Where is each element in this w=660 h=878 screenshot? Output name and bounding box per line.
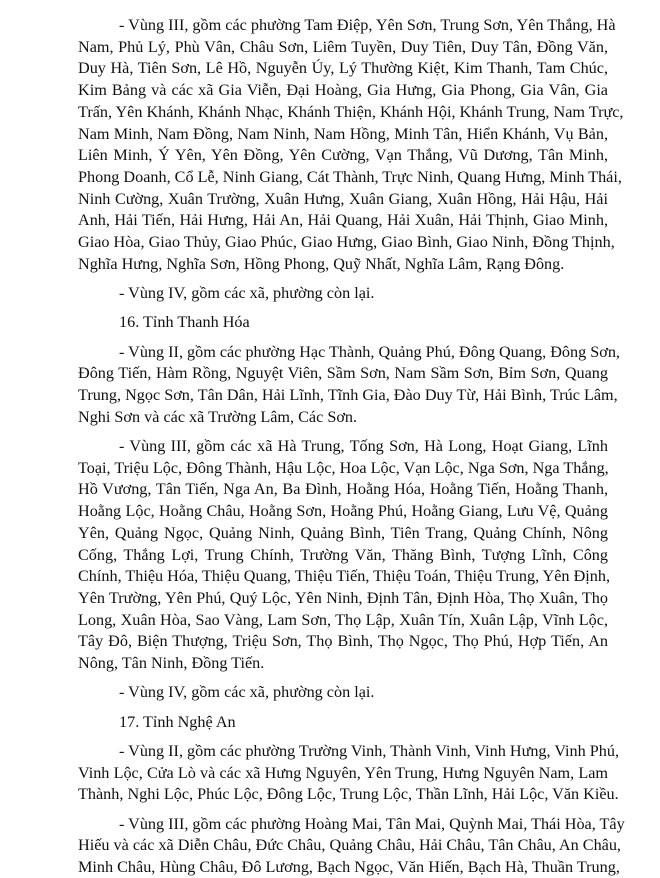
text-line: Minh Châu, Hùng Châu, Đô Lương, Bạch Ngọc, Văn Hiến, Bạch Hà, Thuần Trung, [78, 858, 620, 876]
text-line: - Vùng III, gồm các xã Hà Trung, Tống Sơn, Hà Long, Hoạt Giang, Lĩnh [119, 437, 608, 455]
text-line: 17. Tỉnh Nghệ An [119, 712, 236, 731]
text-line: Giao Hòa, Giao Thủy, Giao Phúc, Giao Hưng, Giao Bình, Giao Ninh, Đồng Thịnh, [78, 233, 615, 251]
text-line: Long, Xuân Hòa, Sao Vàng, Lam Sơn, Thọ Lập, Xuân Tín, Xuân Lập, Vĩnh Lộc, [78, 610, 608, 629]
text-line: - Vùng IV, gồm các xã, phường còn lại. [119, 683, 375, 702]
text-line: Yên Trường, Yên Phú, Quý Lộc, Yên Ninh, Định Tân, Định Hòa, Thọ Xuân, Thọ [78, 588, 608, 607]
text-line: 16. Tỉnh Thanh Hóa [119, 313, 250, 332]
text-line: Nam, Phủ Lý, Phù Vân, Châu Sơn, Liêm Tuyền, Duy Tiên, Duy Tân, Đồng Văn, [78, 37, 608, 56]
text-line: Phong Doanh, Cổ Lễ, Ninh Giang, Cát Thành, Trực Ninh, Quang Hưng, Minh Thái, [78, 167, 622, 186]
text-line: Đông Tiến, Hàm Rồng, Nguyệt Viên, Sầm Sơn, Nam Sầm Sơn, Bỉm Sơn, Quang [78, 364, 608, 383]
text-line: Nghi Sơn và các xã Trường Lâm, Các Sơn. [78, 407, 358, 426]
text-line: Liên Minh, Ý Yên, Yên Đồng, Yên Cường, Vạn Thắng, Vũ Dương, Tân Minh, [78, 146, 608, 165]
text-line: Nông, Tân Ninh, Đồng Tiến. [78, 654, 265, 672]
text-line: Hiếu và các xã Diễn Châu, Đức Châu, Quảng Châu, Hải Châu, Tân Châu, An Châu, [78, 836, 621, 855]
text-line: - Vùng IV, gồm các xã, phường còn lại. [119, 284, 375, 302]
text-line: - Vùng III, gồm các phường Hoàng Mai, Tân Mai, Quỳnh Mai, Thái Hòa, Tây [119, 814, 625, 833]
text-line: Hồ Vương, Tân Tiến, Nga An, Ba Đình, Hoằng Hóa, Hoằng Tiến, Hoằng Thanh, [78, 480, 608, 499]
text-line: Cống, Thắng Lợi, Trung Chính, Trường Văn, Thăng Bình, Tượng Lĩnh, Công [78, 545, 608, 564]
text-line: Vinh Lộc, Cửa Lò và các xã Hưng Nguyên, Yên Trung, Hưng Nguyên Nam, Lam [78, 763, 608, 782]
text-line: - Vùng III, gồm các phường Tam Điệp, Yên Sơn, Trung Sơn, Yên Thắng, Hà [119, 16, 616, 34]
text-line: Ninh Cường, Xuân Trường, Xuân Hưng, Xuân Giang, Xuân Hồng, Hải Hậu, Hải [78, 189, 608, 208]
text-line: Nam Minh, Nam Đồng, Nam Ninh, Nam Hồng, Minh Tân, Hiển Khánh, Vụ Bản, [78, 124, 608, 143]
text-line: Anh, Hải Tiến, Hải Hưng, Hải An, Hải Quang, Hải Xuân, Hải Thịnh, Giao Minh, [78, 211, 608, 230]
text-line: Thành, Nghi Lộc, Phúc Lộc, Đông Lộc, Trung Lộc, Thần Lĩnh, Hải Lộc, Văn Kiều. [78, 785, 619, 804]
text-line: Nghĩa Hưng, Nghĩa Sơn, Hồng Phong, Quỹ Nhất, Nghĩa Lâm, Rạng Đông. [78, 254, 565, 273]
text-line: Kim Bảng và các xã Gia Viễn, Đại Hoàng, Gia Hưng, Gia Phong, Gia Vân, Gia [78, 81, 608, 100]
text-line: Trấn, Yên Khánh, Khánh Nhạc, Khánh Thiện, Khánh Hội, Khánh Trung, Nam Trực, [78, 102, 624, 121]
text-line: Toại, Triệu Lộc, Đông Thành, Hậu Lộc, Hoa Lộc, Vạn Lộc, Nga Sơn, Nga Thắng, [78, 458, 609, 477]
text-line: Trung, Ngọc Sơn, Tân Dân, Hải Lĩnh, Tĩnh Gia, Đào Duy Từ, Hải Bình, Trúc Lâm, [78, 386, 618, 404]
text-line: - Vùng II, gồm các phường Trường Vinh, Thành Vinh, Vinh Hưng, Vinh Phú, [119, 741, 620, 760]
text-line: Tây Đô, Biện Thượng, Triệu Sơn, Thọ Bình, Thọ Ngọc, Thọ Phú, Hợp Tiến, An [78, 632, 608, 651]
text-line: - Vùng II, gồm các phường Hạc Thành, Quảng Phú, Đông Quang, Đông Sơn, [119, 342, 620, 361]
text-line: Chính, Thiệu Hóa, Thiệu Quang, Thiệu Tiến, Thiệu Toán, Thiệu Trung, Yên Định, [78, 567, 610, 586]
text-line: Yên, Quảng Ngọc, Quảng Ninh, Quảng Bình, Tiên Trang, Quảng Chính, Nông [78, 523, 608, 542]
text-line: Duy Hà, Tiên Sơn, Lê Hồ, Nguyễn Úy, Lý Thường Kiệt, Kim Thanh, Tam Chúc, [78, 59, 608, 78]
text-line: Hoằng Lộc, Hoằng Châu, Hoằng Sơn, Hoằng Phú, Hoằng Giang, Lưu Vệ, Quảng [78, 502, 608, 521]
